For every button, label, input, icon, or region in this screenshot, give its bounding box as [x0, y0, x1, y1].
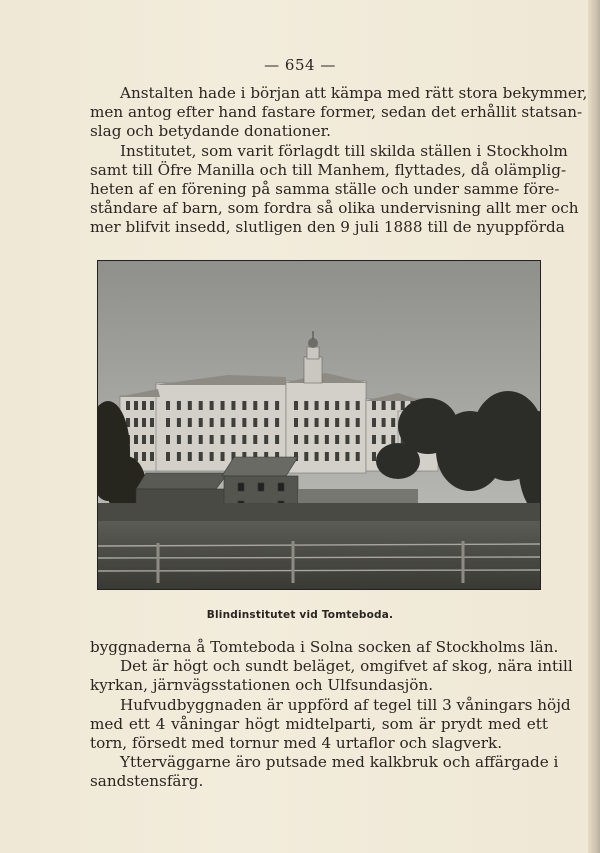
- text-line: heten af en förening på samma ställe och under samme före-: [90, 180, 560, 199]
- text-line: Institutet, som varit förlagdt till skilda ställen i Stockholm: [120, 141, 568, 160]
- text-line: Anstalten hade i början att kämpa med rätt stora bekymmer,: [120, 84, 588, 102]
- text-line: ståndare af barn, som fordra så olika undervisning allt mer och: [90, 199, 579, 218]
- building-photograph: [97, 260, 541, 590]
- text-line: slag och betydande donationer.: [90, 122, 331, 141]
- text-line: kyrkan, järnvägsstationen och Ulfsundasjön.: [90, 676, 434, 695]
- paragraph-block-top: [90, 84, 588, 238]
- text-line: men antog efter hand fastare former, sedan det erhållit statsan-: [90, 103, 583, 122]
- text-line: byggnaderna å Tomteboda i Solna socken af Stockholms län.: [90, 638, 559, 656]
- paragraph-block-bottom: [90, 638, 573, 792]
- text-line: sandstensfärg.: [90, 772, 204, 791]
- text-line: Ytterväggarne äro putsade med kalkbruk och affärgade i: [120, 753, 559, 772]
- text-line: mer blifvit insedd, slutligen den 9 juli 1888 till de nyuppförda: [90, 218, 565, 237]
- text-line: Hufvudbyggnaden är uppförd af tegel till 3 våningars höjd: [120, 695, 571, 714]
- page-edge: [588, 0, 600, 853]
- page-number: — 654 —: [264, 56, 336, 74]
- photo-caption: Blindinstitutet vid Tomteboda.: [206, 609, 394, 621]
- text-line: Det är högt och sundt beläget, omgifvet af skog, nära intill: [120, 657, 573, 676]
- text-line: med ett 4 våningar högt midtelparti, som är prydt med ett: [90, 714, 548, 733]
- text-line: torn, försedt med tornur med 4 urtaflor och slagverk.: [90, 734, 503, 753]
- text-line: samt till Öfre Manilla och till Manhem, flyttades, då olämplig-: [90, 160, 567, 179]
